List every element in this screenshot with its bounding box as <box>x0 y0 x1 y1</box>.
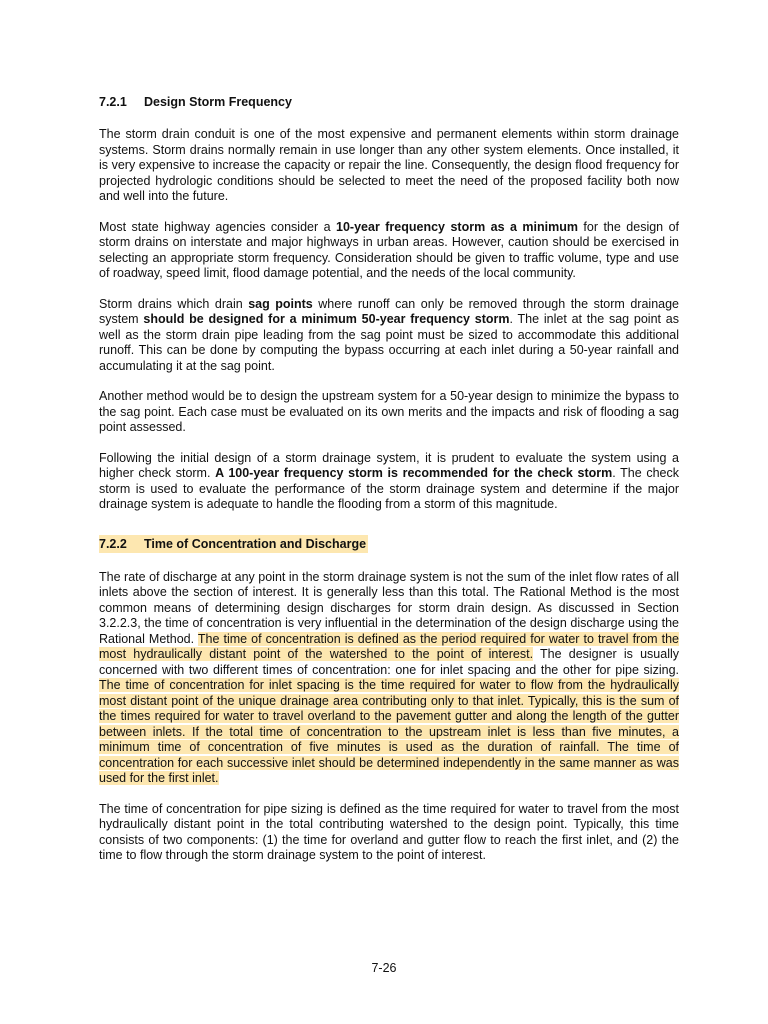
paragraph-pipe-sizing: The time of concentration for pipe sizing is defined as the time required for water to travel from the most hydraulically distant point in the total contributing watershed to the design point. Typically, this time consists of two components: (1) the time for overland and gutter flow to reach the first inlet, and (2) the time to flow through the storm drainage system to the point of interest. <box>99 801 679 862</box>
section-number: 7.2.2 <box>99 536 127 551</box>
bold-emphasis: should be designed for a minimum 50-year frequency storm <box>143 312 510 326</box>
text-span: Most state highway agencies consider a <box>99 219 337 234</box>
page-number: 7-26 <box>371 961 397 975</box>
text-span: where runoff can only be removed through the storm drainage system <box>99 296 679 326</box>
paragraph-another-method: Another method would be to design the upstream system for a 50-year design to minimize the bypass to the sag point. Each case must be evaluated on its own merits and the impacts and risk of flooding a sag point assessed. <box>99 389 679 434</box>
bold-emphasis: sag points <box>248 296 313 311</box>
document-page <box>99 92 679 864</box>
section-7-2-2-heading <box>99 535 368 553</box>
text-span: The rate of discharge at any point in the storm drainage system is not the sum of the inlet flow rates of all inlets above the section of interest. It is generally less than this total. The Rational Method is the most common means of determining design discharges for storm drain design. As discussed in Section 3.2.2.3, the time of concentration is very influential in the determination of the design discharge using the Rational Method. <box>99 569 679 646</box>
section-number: 7.2.1 <box>99 95 127 109</box>
section-title: Time of Concentration and Discharge <box>144 536 367 551</box>
text-span: for the design of storm drains on interstate and major highways in urban areas. However, caution should be exercised in selecting an appropriate storm frequency. Consideration should be given to traffic volume, type and use of roadway, speed limit, flood damage potential, and the needs of the local community. <box>99 219 680 280</box>
bold-emphasis: A 100-year frequency storm is recommended for the check storm <box>215 466 613 480</box>
bold-emphasis: 10-year frequency storm as a minimum <box>336 219 578 234</box>
section-7-2-2-heading-wrapper <box>99 535 679 553</box>
paragraph-conduit: The storm drain conduit is one of the most expensive and permanent elements within storm drainage systems. Storm drains normally remain in use longer than any other system elements. Once installed, it is very expensive to increase the capacity or repair the line. Consequently, the design flood frequency for projected hydrologic conditions should be selected to meet the need of the proposed facility both now and well into the future. <box>99 127 679 203</box>
paragraph-sag-points <box>99 297 679 375</box>
paragraph-rate-of-discharge <box>99 570 679 787</box>
text-span: Following the initial design of a storm drainage system, it is prudent to evaluate the system using a higher check storm. <box>99 450 679 480</box>
paragraph-check-storm <box>99 451 679 513</box>
section-title: Design Storm Frequency <box>144 95 292 109</box>
text-span: . The check storm is used to evaluate the performance of the storm drainage system and determine if the major drainage system is adequate to handle the flooding from a storm of this magnitude. <box>99 466 680 511</box>
section-7-2-1-heading <box>99 94 679 110</box>
text-span: Storm drains which drain <box>99 296 249 311</box>
highlighted-text: The time of concentration for inlet spacing is the time required for water to flow from the hydraulically most distant point of the unique drainage area contributing only to that inlet. Typically, this is the sum of the times required for water to travel overland to the pavement gutter and along the length of the gutter between inlets. If the total time of concentration to the upstream inlet is less than five minutes, a minimum time of concentration of five minutes is used as the duration of rainfall. The time of concentration for each successive inlet should be determined independently in the same manner as was used for the first inlet. <box>99 678 679 785</box>
text-span: . The inlet at the sag point as well as the storm drain pipe leading from the sag point must be sized to accommodate this additional runoff. This can be done by computing the bypass occurring at each inlet during a 50-year rainfall and accumulating it at the sag point. <box>99 312 679 373</box>
text-span: The designer is usually concerned with two different times of concentration: one for inlet spacing and the other for pipe sizing. <box>99 647 680 677</box>
highlighted-text: The time of concentration is defined as the period required for water to travel from the most hydraulically distant point of the watershed to the point of interest. <box>99 631 680 661</box>
paragraph-state-agencies <box>99 220 679 282</box>
